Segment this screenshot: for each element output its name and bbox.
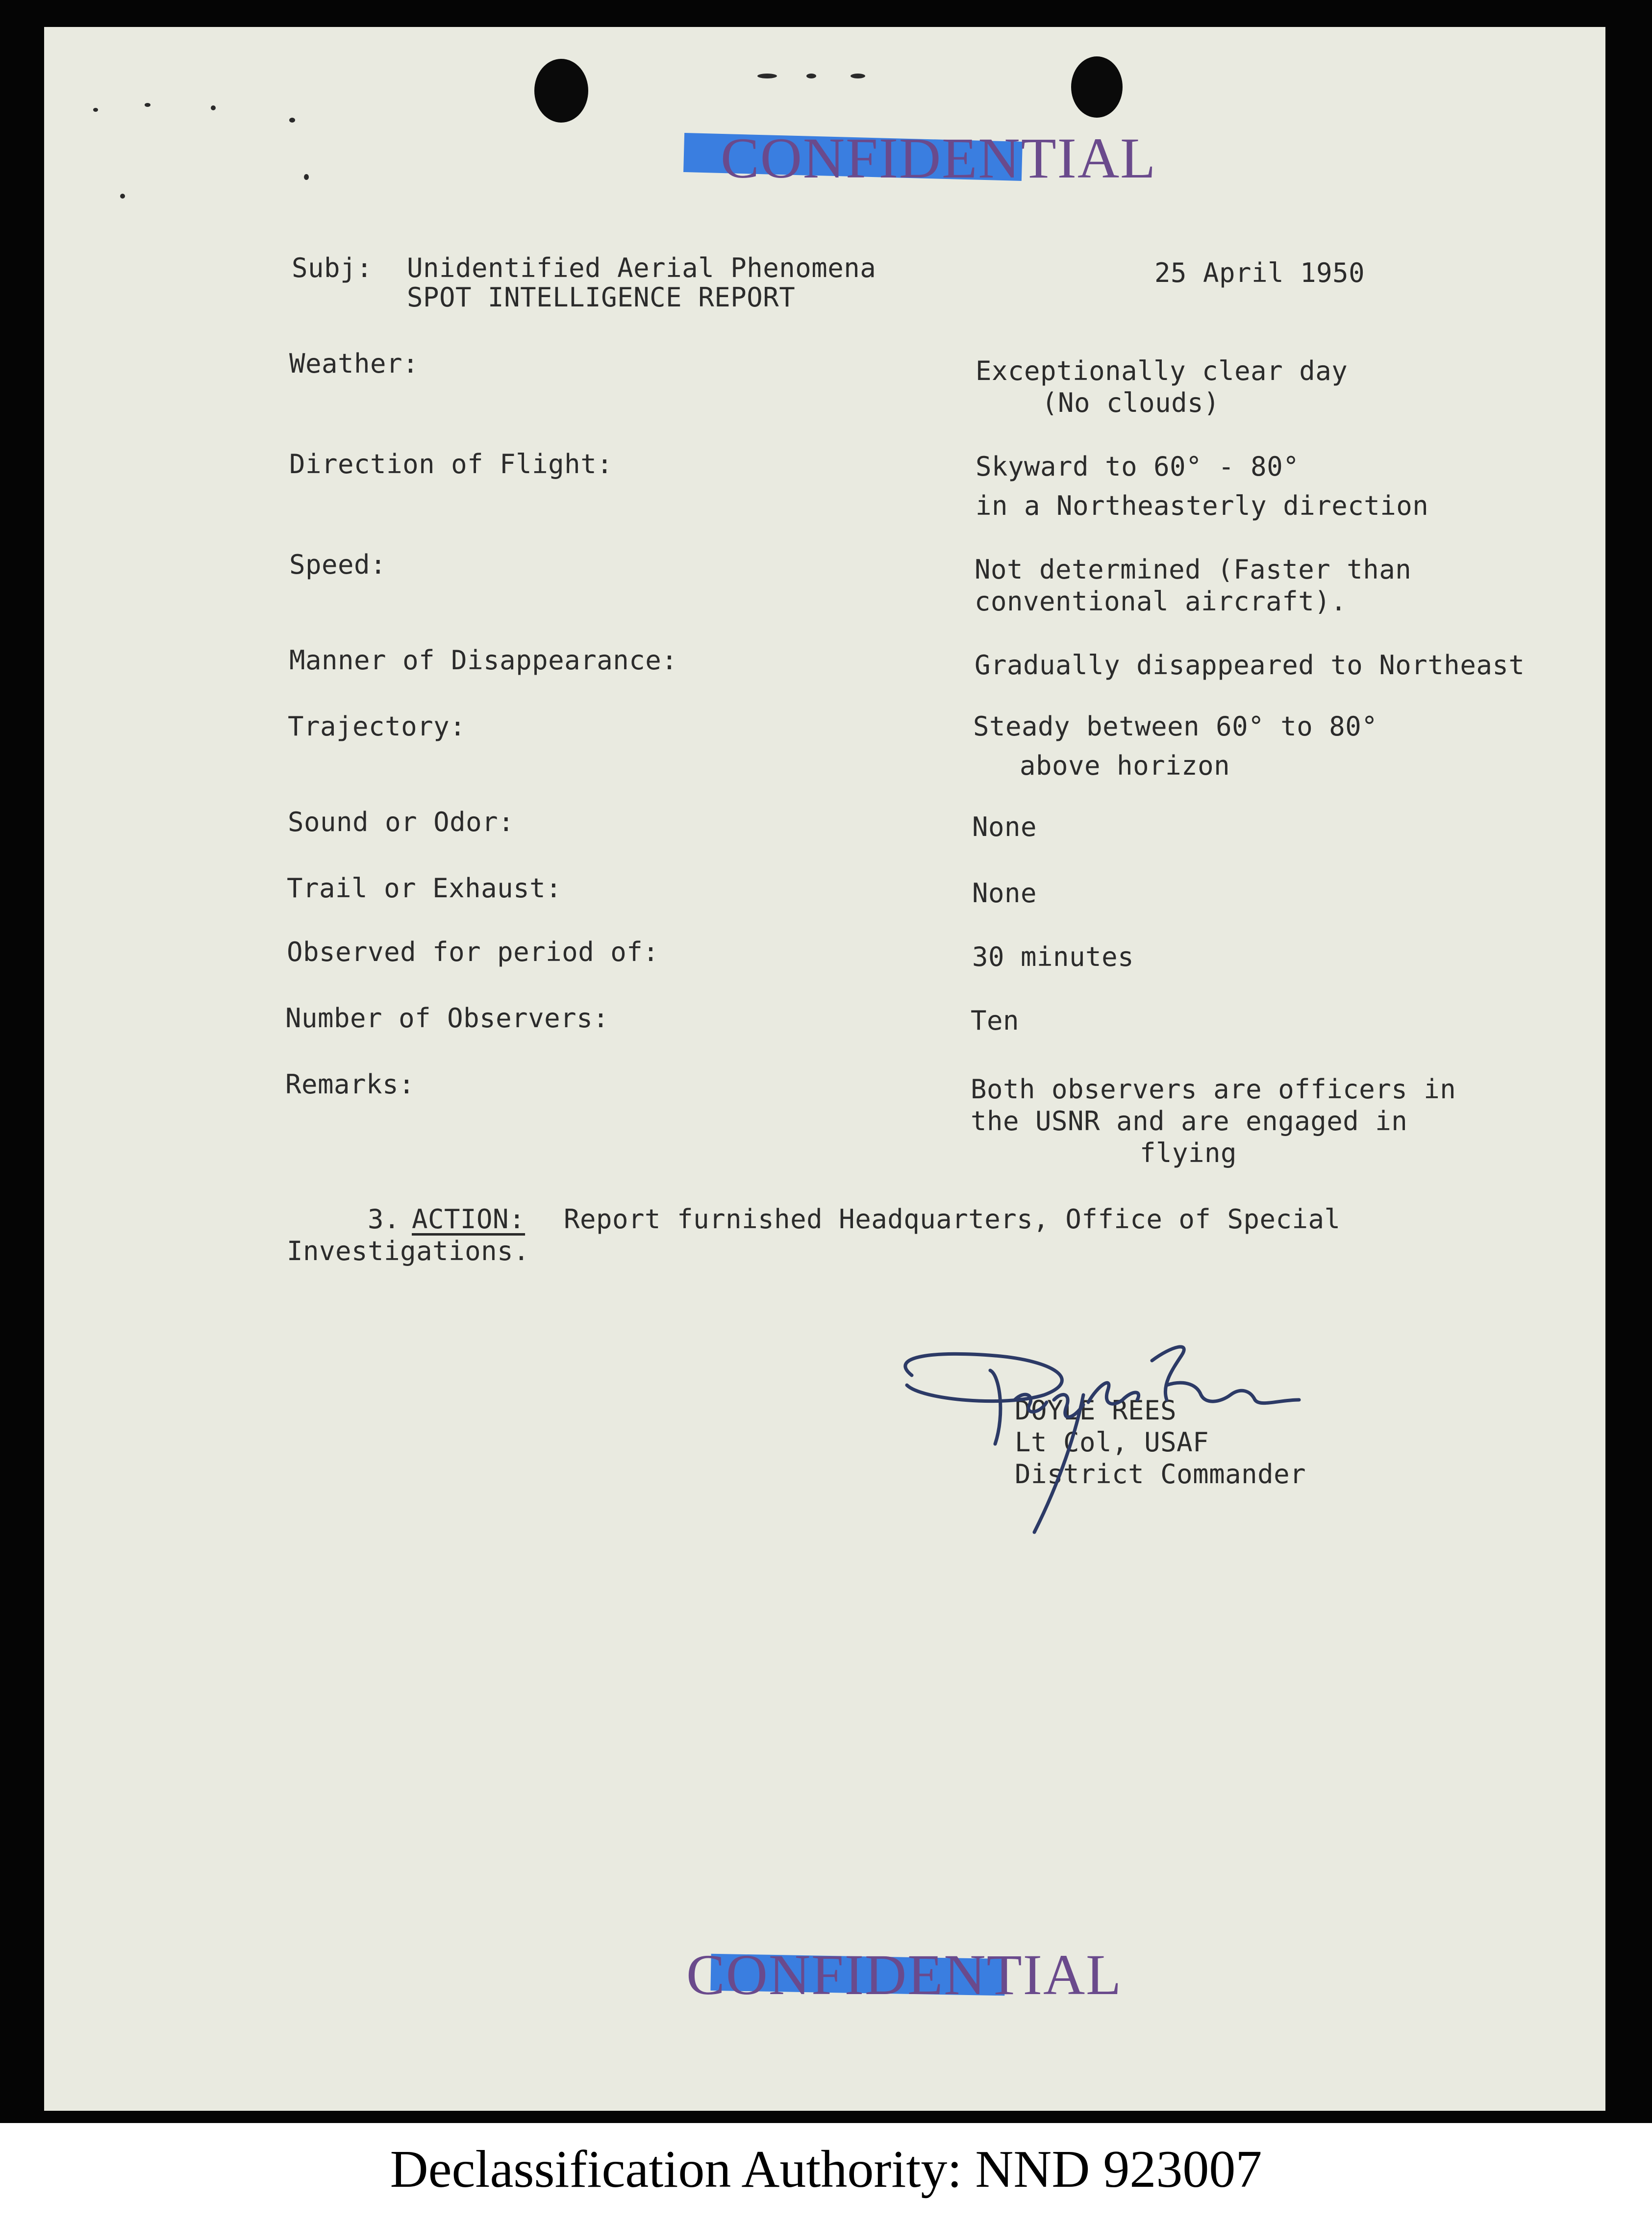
signature-stroke: [1088, 1383, 1139, 1404]
signature-stroke: [1167, 1383, 1299, 1403]
signature-stroke: [1152, 1347, 1184, 1400]
confidential-stamp-top: [684, 123, 1157, 206]
subject-line-2: SPOT INTELLIGENCE REPORT: [407, 282, 796, 313]
field-label-observers: Number of Observers:: [285, 1003, 609, 1034]
action-text-line-2: Investigations.: [287, 1236, 530, 1266]
action-text-line-1: Report furnished Headquarters, Office of Special: [564, 1204, 1341, 1235]
field-label-period: Observed for period of:: [287, 936, 659, 967]
declassification-caption: Declassification Authority: NND 923007: [390, 2140, 1262, 2199]
field-label-sound: Sound or Odor:: [288, 807, 515, 837]
field-label-direction: Direction of Flight:: [289, 449, 613, 480]
confidential-stamp-bottom: [681, 1939, 1123, 2023]
speck: [757, 74, 777, 78]
field-value-disappearance: Gradually disappeared to Northeast: [975, 650, 1525, 681]
signer-name: DOYLE REES: [1015, 1395, 1177, 1426]
field-value-speed-1: Not determined (Faster than: [975, 554, 1412, 585]
signature-stroke: [990, 1370, 1001, 1444]
field-label-disappearance: Manner of Disappearance:: [289, 645, 678, 676]
speck: [211, 105, 216, 110]
punch-hole-right: [1071, 56, 1123, 118]
field-value-remarks-2: the USNR and are engaged in: [971, 1106, 1408, 1137]
field-label-remarks: Remarks:: [285, 1069, 415, 1100]
signer-rank: Lt Col, USAF: [1015, 1427, 1209, 1458]
handwritten-signature: [877, 1316, 1417, 1591]
speck: [289, 118, 295, 123]
field-value-observers: Ten: [971, 1005, 1020, 1036]
subject-line-1: Unidentified Aerial Phenomena: [407, 253, 876, 283]
speck: [145, 103, 150, 107]
field-value-weather-2: (No clouds): [1042, 387, 1220, 418]
speck: [851, 74, 865, 78]
field-value-direction-2: in a Northeasterly direction: [976, 490, 1429, 521]
field-label-weather: Weather:: [289, 348, 419, 379]
signature-stroke: [905, 1354, 1062, 1401]
field-label-speed: Speed:: [289, 549, 387, 580]
speck: [806, 74, 816, 78]
field-value-sound: None: [972, 811, 1037, 842]
field-value-speed-2: conventional aircraft).: [975, 586, 1347, 617]
field-value-direction-1: Skyward to 60° - 80°: [976, 451, 1300, 482]
subject-label: Subj:: [292, 253, 373, 283]
field-value-trajectory-1: Steady between 60° to 80°: [973, 711, 1378, 742]
field-value-remarks-3: flying: [1140, 1138, 1237, 1168]
field-label-trajectory: Trajectory:: [288, 711, 466, 742]
field-value-trajectory-2: above horizon: [1020, 750, 1230, 781]
field-value-weather-1: Exceptionally clear day: [976, 355, 1348, 386]
stamp-text: CONFIDENTIAL: [686, 1943, 1123, 2007]
document-page: [44, 27, 1605, 2111]
action-heading: ACTION:: [412, 1204, 526, 1235]
signer-title: District Commander: [1015, 1459, 1306, 1490]
field-value-trail: None: [972, 878, 1037, 909]
punch-hole-left: [534, 59, 588, 123]
action-paragraph-number: 3.: [368, 1204, 400, 1235]
field-label-trail: Trail or Exhaust:: [287, 873, 562, 904]
field-value-period: 30 minutes: [972, 941, 1134, 972]
speck: [93, 108, 98, 112]
stamp-text: CONFIDENTIAL: [721, 126, 1157, 190]
speck: [120, 194, 125, 199]
report-date: 25 April 1950: [1154, 257, 1365, 288]
field-value-remarks-1: Both observers are officers in: [971, 1074, 1456, 1105]
signature-stroke: [1034, 1395, 1083, 1532]
speck: [304, 174, 309, 180]
